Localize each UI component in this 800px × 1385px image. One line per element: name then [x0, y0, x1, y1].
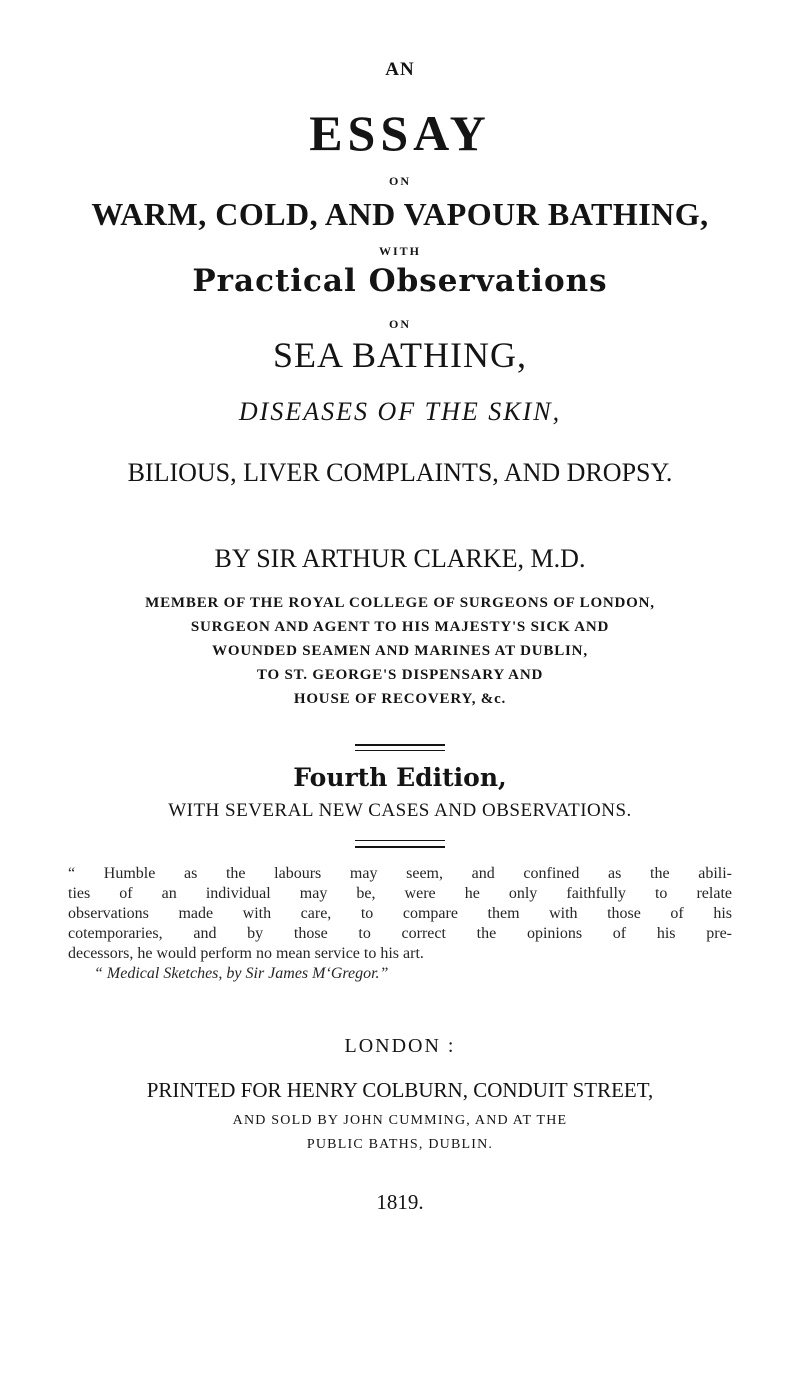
- article-an: AN: [385, 59, 415, 80]
- seller-line: AND SOLD BY JOHN CUMMING, AND AT THE: [232, 1113, 568, 1128]
- epigraph-line: decessors, he would perform no mean service to his art.: [68, 945, 424, 962]
- credential-line: WOUNDED SEAMEN AND MARINES AT DUBLIN,: [212, 643, 588, 659]
- credential-line: SURGEON AND AGENT TO HIS MAJESTY'S SICK AND: [190, 619, 610, 635]
- epigraph-line: “ Humble as the labours may seem, and confined as the abili-: [68, 865, 732, 882]
- topic-skin-diseases: DISEASES OF THE SKIN,: [238, 397, 562, 426]
- epigraph-line: observations made with care, to compare them with those of his: [68, 905, 732, 922]
- on-connector-1: ON: [389, 174, 411, 188]
- printer-line: PRINTED FOR HENRY COLBURN, CONDUIT STREET,: [146, 1078, 654, 1102]
- divider-rule: [355, 846, 445, 848]
- divider-rule: [355, 840, 445, 841]
- edition-note: WITH SEVERAL NEW CASES AND OBSERVATIONS.: [168, 800, 632, 821]
- on-connector-2: ON: [389, 317, 411, 331]
- edition-line: Fourth Edition,: [293, 763, 507, 792]
- epigraph-line: ties of an individual may be, were he only faithfully to relate: [68, 885, 732, 902]
- topic-bilious: BILIOUS, LIVER COMPLAINTS, AND DROPSY.: [127, 458, 673, 487]
- epigraph-source: “ Medical Sketches, by Sir James M‘Gregor.”: [94, 965, 389, 982]
- epigraph-line: cotemporaries, and by those to correct the opinions of his pre-: [68, 925, 732, 942]
- with-connector: WITH: [378, 244, 421, 258]
- divider-rule: [355, 750, 445, 751]
- publication-year: 1819.: [376, 1190, 424, 1214]
- author-line: BY SIR ARTHUR CLARKE, M.D.: [214, 544, 586, 573]
- credential-line: TO ST. GEORGE'S DISPENSARY AND: [256, 667, 544, 683]
- topic-sea-bathing: SEA BATHING,: [272, 335, 527, 375]
- subject-line: WARM, COLD, AND VAPOUR BATHING,: [91, 196, 709, 232]
- epigraph: [68, 864, 732, 984]
- imprint-city: LONDON :: [344, 1035, 456, 1057]
- book-title: ESSAY: [309, 105, 491, 161]
- blackletter-subtitle: Practical Observations: [192, 263, 608, 299]
- credential-line: MEMBER OF THE ROYAL COLLEGE OF SURGEONS OF LONDON,: [145, 595, 655, 611]
- seller-line: PUBLIC BATHS, DUBLIN.: [306, 1137, 494, 1152]
- credential-line: HOUSE OF RECOVERY, &c.: [293, 691, 507, 707]
- divider-rule: [355, 744, 445, 746]
